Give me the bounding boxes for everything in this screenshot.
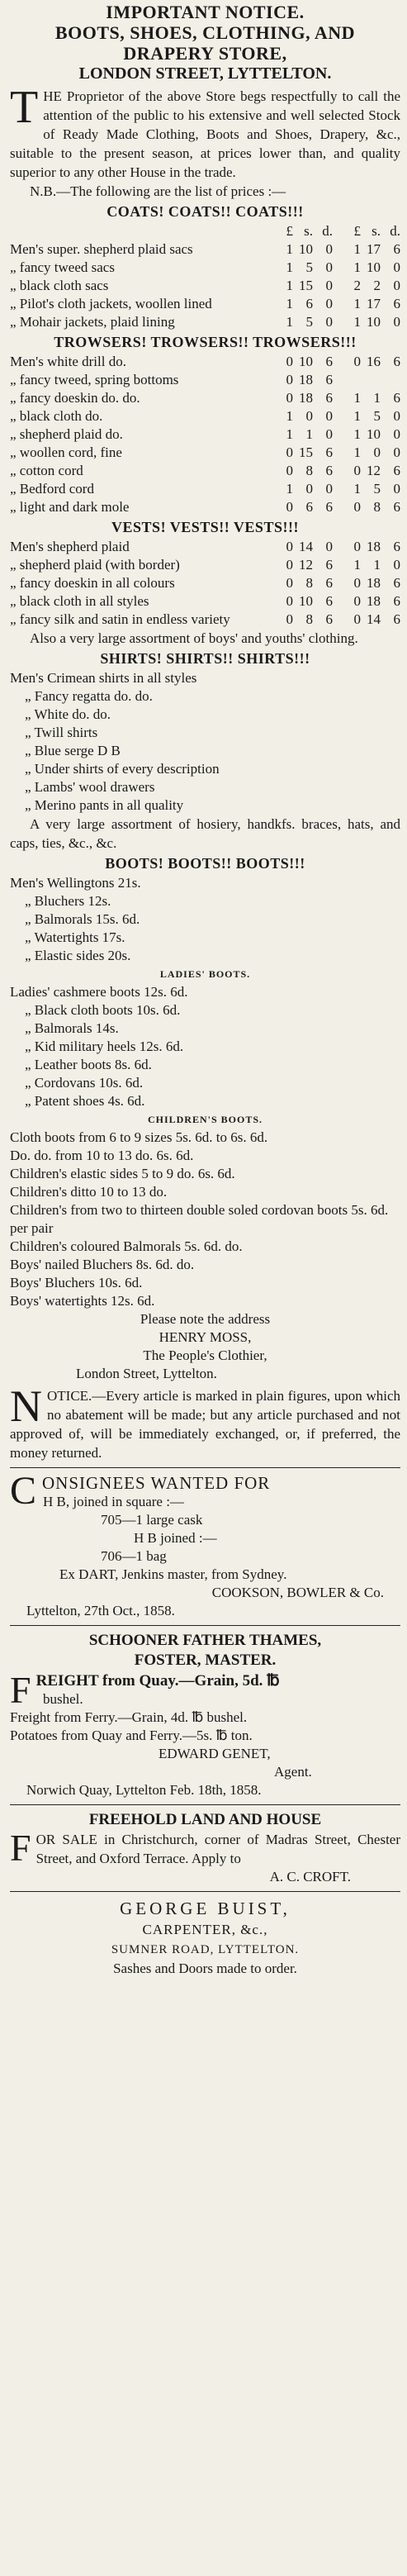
item-description: „ Mohair jackets, plaid lining	[10, 314, 175, 330]
high-pounds: 1	[353, 241, 361, 257]
high-shillings: 10	[367, 426, 381, 442]
low-pence: 0	[325, 259, 333, 275]
high-shillings: 18	[367, 539, 381, 554]
high-pence: 6	[393, 575, 400, 591]
high-pence: 6	[393, 463, 400, 478]
mens-boot-item: „ Watertights 17s.	[25, 929, 125, 945]
col-shilling: s.	[304, 223, 313, 239]
freight-ferry: Freight from Ferry.—Grain, 4d. ℔ bushel.	[10, 1709, 248, 1725]
high-pounds: 0	[353, 611, 361, 627]
item-description: Men's shepherd plaid	[10, 539, 130, 554]
shirts-list	[10, 669, 400, 815]
col-pence: d.	[322, 223, 333, 239]
nb-line: N.B.—The following are the list of prices :—	[30, 183, 286, 199]
trousers-heading: TROWSERS! TROWSERS!! TROWSERS!!!	[54, 334, 357, 350]
low-shillings: 1	[305, 426, 313, 442]
high-pounds: 0	[353, 539, 361, 554]
low-shillings: 5	[305, 259, 313, 275]
item-description: „ shepherd plaid do.	[10, 426, 123, 442]
price-row	[10, 295, 400, 313]
consignee-line: H B joined :—	[134, 1530, 217, 1546]
col-shilling: s.	[372, 223, 381, 239]
childrens-boot-item: Children's coloured Balmorals 5s. 6d. do.	[10, 1238, 243, 1254]
item-description: „ fancy tweed sacs	[10, 259, 115, 275]
price-row	[10, 480, 400, 498]
intro-paragraph	[10, 82, 400, 182]
consignee-line: 705—1 large cask	[101, 1512, 203, 1528]
low-pounds: 0	[286, 539, 293, 554]
high-shillings	[361, 371, 381, 389]
low-shillings: 0	[305, 481, 313, 497]
high-pounds: 1	[353, 390, 361, 406]
buist-name: GEORGE BUIST,	[120, 1899, 291, 1918]
high-shillings: 5	[373, 408, 381, 424]
low-pence: 0	[325, 241, 333, 257]
high-shillings: 12	[367, 463, 381, 478]
high-pounds: 1	[353, 444, 361, 460]
high-pounds: 1	[353, 259, 361, 275]
low-pounds: 1	[286, 426, 293, 442]
item-description: „ light and dark mole	[10, 499, 130, 515]
childrens-boot-item: Children's elastic sides 5 to 9 do. 6s. 6d.	[10, 1166, 235, 1181]
high-pence: 6	[393, 499, 400, 515]
also-line: Also a very large assortment of boys' and youths' clothing.	[30, 630, 358, 646]
low-pounds: 1	[286, 481, 293, 497]
freehold-signature: A. C. CROFT.	[269, 1869, 351, 1884]
high-shillings: 10	[367, 314, 381, 330]
price-row	[10, 611, 400, 629]
consignees-date: Lyttelton, 27th Oct., 1858.	[26, 1603, 175, 1618]
vests-heading: VESTS! VESTS!! VESTS!!!	[111, 519, 299, 535]
childrens-boot-item: Boys' nailed Bluchers 8s. 6d. do.	[10, 1257, 195, 1272]
high-pounds	[341, 371, 361, 389]
intro-text: HE Proprietor of the above Store begs respectfully to call the attention of the public to his extensive and well selected Stock of Ready Made Clothing, Boots and Shoes, Drapery, &c., suitable to the present season, at prices lower than, and quality superior to any other House in the trade.	[10, 88, 400, 180]
low-pounds: 1	[286, 314, 293, 330]
low-pence: 0	[325, 278, 333, 293]
low-pence: 6	[325, 499, 333, 515]
low-pence: 0	[325, 539, 333, 554]
low-shillings: 10	[299, 354, 313, 369]
price-row	[10, 556, 400, 574]
high-shillings: 0	[373, 444, 381, 460]
high-pounds: 1	[353, 426, 361, 442]
item-description: Men's super. shepherd plaid sacs	[10, 241, 193, 257]
high-pounds: 0	[353, 463, 361, 478]
low-pence: 6	[325, 390, 333, 406]
col-pound: £	[353, 223, 361, 239]
childrens-boots-list	[10, 1129, 400, 1310]
high-pence: 6	[393, 593, 400, 609]
high-shillings: 1	[373, 557, 381, 573]
shirt-item: Men's Crimean shirts in all styles	[10, 670, 197, 686]
childrens-boot-item: Do. do. from 10 to 13 do. 6s. 6d.	[10, 1148, 194, 1163]
divider	[10, 1804, 400, 1805]
drop-cap: C	[10, 1469, 38, 1513]
high-pence: 0	[393, 278, 400, 293]
notice-paragraph	[10, 1381, 400, 1462]
item-description: „ fancy tweed, spring bottoms	[10, 372, 179, 387]
mens-boot-item: „ Bluchers 12s.	[25, 893, 111, 909]
high-pence: 6	[393, 296, 400, 311]
ladies-boot-item: „ Kid military heels 12s. 6d.	[25, 1038, 184, 1054]
low-pence: 6	[325, 463, 333, 478]
low-shillings: 8	[305, 611, 313, 627]
boots-heading: BOOTS! BOOTS!! BOOTS!!!	[105, 855, 305, 872]
high-pounds: 1	[353, 408, 361, 424]
low-pounds: 0	[286, 444, 293, 460]
high-pounds: 2	[353, 278, 361, 293]
address-note: Please note the address	[140, 1311, 271, 1327]
high-pence: 0	[393, 408, 400, 424]
ad-moss-clothier	[10, 0, 400, 1462]
high-pounds: 1	[353, 557, 361, 573]
low-shillings: 0	[305, 408, 313, 424]
childrens-boots-heading: CHILDREN'S BOOTS.	[147, 1114, 263, 1125]
low-pounds: 0	[286, 499, 293, 515]
price-row	[10, 462, 400, 480]
low-shillings: 10	[299, 241, 313, 257]
low-pounds: 0	[286, 390, 293, 406]
price-row	[10, 574, 400, 592]
drop-cap: N	[10, 1381, 42, 1431]
ladies-boot-item: „ Balmorals 14s.	[25, 1020, 119, 1036]
high-shillings: 17	[367, 296, 381, 311]
low-shillings: 12	[299, 557, 313, 573]
shirt-item: „ White do. do.	[25, 706, 111, 722]
high-shillings: 1	[373, 390, 381, 406]
low-shillings: 14	[299, 539, 313, 554]
divider	[10, 1891, 400, 1892]
low-pounds: 1	[286, 259, 293, 275]
high-pence: 0	[393, 259, 400, 275]
schooner-agent-name: EDWARD GENET,	[159, 1746, 271, 1761]
buist-trade: CARPENTER, &c.,	[142, 1922, 268, 1937]
ad-title-4: LONDON STREET, LYTTELTON.	[78, 64, 332, 83]
high-pence: 6	[393, 390, 400, 406]
price-row	[10, 259, 400, 277]
low-pence: 6	[325, 611, 333, 627]
ad-consignees	[10, 1469, 400, 1620]
mens-boots-list	[10, 874, 400, 965]
ad-freehold	[10, 1810, 400, 1886]
high-shillings: 18	[367, 575, 381, 591]
schooner-title: SCHOONER FATHER THAMES,	[88, 1632, 322, 1649]
low-pence: 0	[325, 426, 333, 442]
price-row	[10, 498, 400, 516]
high-pounds: 0	[353, 499, 361, 515]
item-description: „ black cloth do.	[10, 408, 103, 424]
low-shillings: 15	[299, 444, 313, 460]
owner-title: The People's Clothier,	[143, 1347, 267, 1363]
consignees-signature: COOKSON, BOWLER & Co.	[211, 1585, 384, 1600]
freehold-text: OR SALE in Christchurch, corner of Madras Street, Chester Street, and Oxford Terrace. Apply to	[35, 1832, 400, 1866]
freight-quay-text: REIGHT from Quay.—Grain, 5d. ℔	[35, 1672, 280, 1690]
price-row	[10, 277, 400, 295]
childrens-boot-item: Cloth boots from 6 to 9 sizes 5s. 6d. to 6s. 6d.	[10, 1129, 268, 1145]
low-pence: 0	[325, 408, 333, 424]
low-shillings: 5	[305, 314, 313, 330]
ad-title-2: BOOTS, SHOES, CLOTHING, AND	[54, 22, 356, 43]
low-pounds: 0	[286, 354, 293, 369]
price-row	[10, 444, 400, 462]
mens-boot-item: „ Elastic sides 20s.	[25, 948, 131, 963]
ladies-boot-item: „ Black cloth boots 10s. 6d.	[25, 1002, 181, 1018]
mens-boot-item: Men's Wellingtons 21s.	[10, 875, 141, 891]
owner-address: London Street, Lyttelton.	[76, 1366, 217, 1381]
low-shillings: 18	[299, 372, 313, 387]
freehold-title: FREEHOLD LAND AND HOUSE	[88, 1811, 322, 1828]
ladies-boot-item: „ Cordovans 10s. 6d.	[25, 1075, 144, 1091]
ad-buist	[10, 1897, 400, 1978]
coats-heading: COATS! COATS!! COATS!!!	[106, 203, 304, 220]
high-shillings: 8	[373, 499, 381, 515]
low-shillings: 8	[305, 575, 313, 591]
childrens-boot-item: Children's ditto 10 to 13 do.	[10, 1184, 168, 1200]
low-pounds: 0	[286, 611, 293, 627]
ad-schooner	[10, 1631, 400, 1799]
shirt-item: „ Lambs' wool drawers	[25, 779, 155, 795]
col-pound: £	[286, 223, 293, 239]
schooner-master: FOSTER, MASTER.	[134, 1652, 277, 1669]
trousers-table	[10, 353, 400, 516]
ad-title-3: DRAPERY STORE,	[123, 43, 287, 64]
ad-title-1: IMPORTANT NOTICE.	[106, 2, 305, 22]
divider	[10, 1467, 400, 1468]
price-row	[10, 389, 400, 407]
high-pence: 6	[393, 611, 400, 627]
item-description: Men's white drill do.	[10, 354, 126, 369]
price-column-headers	[10, 222, 400, 240]
price-row	[10, 240, 400, 259]
low-pence: 6	[325, 354, 333, 369]
high-pence: 0	[393, 557, 400, 573]
consignee-line: 706—1 bag	[101, 1548, 167, 1564]
item-description: „ fancy silk and satin in endless variety	[10, 611, 230, 627]
ladies-boot-item: Ladies' cashmere boots 12s. 6d.	[10, 984, 188, 1000]
item-description: „ fancy doeskin in all colours	[10, 575, 175, 591]
childrens-boot-item: Boys' Bluchers 10s. 6d.	[10, 1275, 143, 1290]
high-pounds: 0	[353, 593, 361, 609]
low-pounds: 1	[286, 408, 293, 424]
freehold-body	[10, 1827, 400, 1869]
drop-cap: T	[10, 82, 39, 133]
item-description: „ black cloth in all styles	[10, 593, 149, 609]
high-pence	[381, 371, 400, 389]
low-shillings: 15	[299, 278, 313, 293]
shirt-item: „ Twill shirts	[25, 725, 98, 740]
low-pounds: 0	[286, 593, 293, 609]
shirt-item: „ Blue serge D B	[25, 743, 121, 758]
low-shillings: 6	[305, 296, 313, 311]
high-pence: 6	[393, 354, 400, 369]
low-pence: 0	[325, 481, 333, 497]
potatoes-freight: Potatoes from Quay and Ferry.—5s. ℔ ton.	[10, 1728, 253, 1743]
vests-table	[10, 538, 400, 629]
childrens-boot-item: Children's from two to thirteen double soled cordovan boots 5s. 6d. per pair	[10, 1202, 389, 1236]
high-pounds: 1	[353, 296, 361, 311]
high-pounds: 1	[353, 481, 361, 497]
schooner-agent-title: Agent.	[274, 1764, 312, 1780]
col-pence: d.	[390, 223, 400, 239]
high-pence: 6	[393, 539, 400, 554]
notice-text: OTICE.—Every article is marked in plain figures, upon which no abatement will be made; but any article purchased and not approved of, will be immediately exchanged, or, if preferred, the money returned.	[10, 1388, 400, 1461]
low-pence: 6	[325, 575, 333, 591]
price-row	[10, 353, 400, 371]
divider	[10, 1625, 400, 1626]
high-pence: 0	[393, 426, 400, 442]
high-shillings: 14	[367, 611, 381, 627]
low-pounds: 1	[286, 241, 293, 257]
low-pence: 6	[325, 593, 333, 609]
freight-quay-unit: bushel.	[43, 1691, 83, 1707]
low-pounds: 0	[286, 575, 293, 591]
item-description: „ Pilot's cloth jackets, woollen lined	[10, 296, 212, 311]
buist-note: Sashes and Doors made to order.	[113, 1961, 297, 1976]
shirt-item: „ Fancy regatta do. do.	[25, 688, 153, 704]
hosiery-line: A very large assortment of hosiery, handkfs. braces, hats, and caps, ties, &c., &c.	[10, 816, 400, 851]
ladies-boot-item: „ Leather boots 8s. 6d.	[25, 1057, 152, 1072]
high-pounds: 0	[353, 354, 361, 369]
low-pence: 0	[325, 314, 333, 330]
consignee-line: Ex DART, Jenkins master, from Sydney.	[59, 1566, 287, 1582]
owner-name: HENRY MOSS,	[159, 1329, 252, 1345]
high-pence: 0	[393, 314, 400, 330]
high-shillings: 2	[373, 278, 381, 293]
consignees-title: ONSIGNEES WANTED FOR	[42, 1473, 271, 1493]
drop-cap: F	[10, 1669, 31, 1711]
low-pence: 0	[325, 296, 333, 311]
low-pounds: 1	[286, 278, 293, 293]
item-description: „ fancy doeskin do. do.	[10, 390, 140, 406]
low-shillings: 18	[299, 390, 313, 406]
mens-boot-item: „ Balmorals 15s. 6d.	[25, 911, 140, 927]
schooner-date: Norwich Quay, Lyttelton Feb. 18th, 1858.	[26, 1782, 262, 1798]
shirt-item: „ Under shirts of every description	[25, 761, 220, 777]
high-pence: 6	[393, 241, 400, 257]
high-pence: 0	[393, 481, 400, 497]
item-description: „ shepherd plaid (with border)	[10, 557, 180, 573]
low-pounds: 0	[286, 372, 293, 387]
price-row	[10, 538, 400, 556]
high-shillings: 5	[373, 481, 381, 497]
high-pence: 0	[393, 444, 400, 460]
item-description: „ woollen cord, fine	[10, 444, 122, 460]
low-shillings: 10	[299, 593, 313, 609]
low-pence: 6	[325, 372, 333, 387]
consignee-line: H B, joined in square :—	[43, 1494, 184, 1509]
high-shillings: 17	[367, 241, 381, 257]
low-pence: 6	[325, 557, 333, 573]
high-shillings: 10	[367, 259, 381, 275]
high-pounds: 0	[353, 575, 361, 591]
ladies-boot-item: „ Patent shoes 4s. 6d.	[25, 1093, 145, 1109]
low-pence: 6	[325, 444, 333, 460]
low-pounds: 0	[286, 463, 293, 478]
drop-cap: F	[10, 1827, 31, 1869]
item-description: „ Bedford cord	[10, 481, 94, 497]
low-shillings: 6	[305, 499, 313, 515]
shirts-heading: SHIRTS! SHIRTS!! SHIRTS!!!	[100, 650, 310, 667]
low-pounds: 0	[286, 557, 293, 573]
high-pounds: 1	[353, 314, 361, 330]
price-row	[10, 407, 400, 425]
price-row	[10, 425, 400, 444]
price-row	[10, 592, 400, 611]
low-shillings: 8	[305, 463, 313, 478]
ladies-boots-list	[10, 983, 400, 1110]
coats-table	[10, 222, 400, 331]
ladies-boots-heading: LADIES' BOOTS.	[159, 968, 251, 980]
low-pounds: 1	[286, 296, 293, 311]
price-row	[10, 313, 400, 331]
item-description: „ black cloth sacs	[10, 278, 109, 293]
childrens-boot-item: Boys' watertights 12s. 6d.	[10, 1293, 155, 1309]
item-description: „ cotton cord	[10, 463, 83, 478]
price-row	[10, 371, 400, 389]
high-shillings: 18	[367, 593, 381, 609]
buist-address: SUMNER ROAD, LYTTELTON.	[111, 1943, 300, 1956]
shirt-item: „ Merino pants in all quality	[25, 797, 184, 813]
high-shillings: 16	[367, 354, 381, 369]
